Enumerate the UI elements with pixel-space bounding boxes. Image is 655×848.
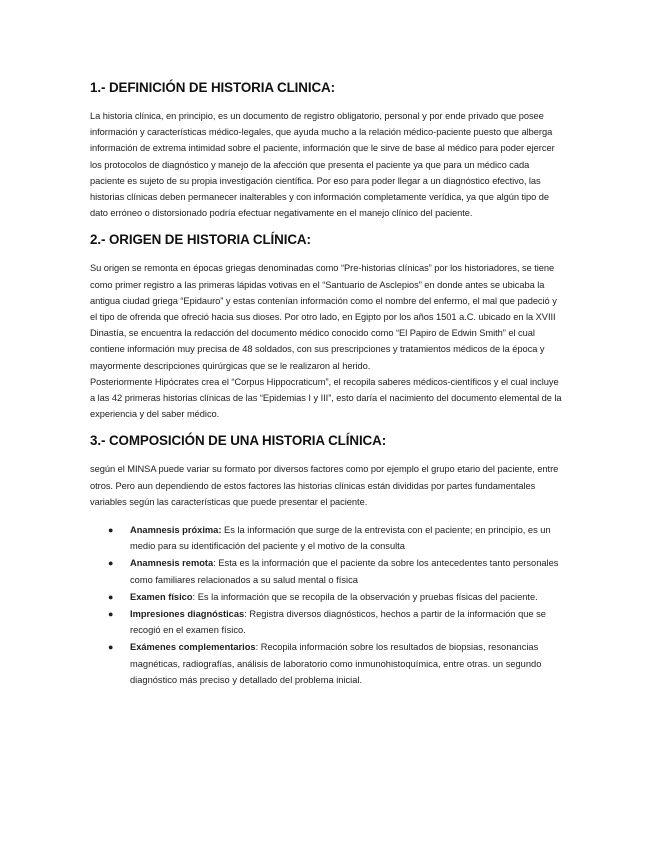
list-item xyxy=(108,555,565,587)
components-list xyxy=(90,522,565,688)
list-item-text: : Registra diversos diagnósticos, hechos a partir de la información que se recogió en el examen físico. xyxy=(130,609,546,636)
list-item-term: Exámenes complementarios xyxy=(130,642,256,653)
list-item-text: Es la información que surge de la entrevista con el paciente; en principio, es un medio para su identificación del paciente y el motivo de la consulta xyxy=(130,525,551,552)
bullet-icon: ● xyxy=(108,558,114,569)
section-1 xyxy=(90,78,565,98)
section-2-paragraph-2: Posteriormente Hipócrates crea el “Corpus Hippocraticum”, el recopila saberes médicos-científicos y el cual incluye a las 42 primeras historias clínicas de las “Epidemias I y III”, esto daría el nacimiento del documento elemental de la experiencia y del saber médico. xyxy=(90,376,562,420)
list-item xyxy=(108,606,565,638)
section-1-heading: 1.- DEFINICIÓN DE HISTORIA CLINICA: xyxy=(90,80,335,95)
section-2-paragraph-1: Su origen se remonta en épocas griegas denominadas como “Pre-historias clínicas” por los historiadores, se tiene como primer registro a las primeras lápidas votivas en el “Santuario de Asclepios” en donde antes se ubicaba la antigua ciudad griega “Epidauro” y estas contenían información como el nombre del enfermo, el mal que padeció y el tipo de ofrenda que ofreció hacia sus dioses. Por otro lado, en Egipto por los años 1501 a.C. ubicado en la XVIII Dinastía, se encuentra la redacción del documento médico conocido como “El Papiro de Edwin Smith” el cual contiene información muy precisa de 48 soldados, con sus prescripciones y tratamientos médicos de la época y mayormente descripciones quirúrgicas que se le realizaron al herido. xyxy=(90,263,557,371)
list-item-term: Examen físico xyxy=(130,591,193,602)
bullet-icon: ● xyxy=(108,642,114,653)
list-item-text: : Esta es la información que el paciente da sobre los antecedentes tanto personales como familiares relacionados a su salud mental o física xyxy=(130,558,559,585)
list-item xyxy=(108,589,565,605)
list-item-text: : Es la información que se recopila de la observación y pruebas físicas del paciente. xyxy=(192,591,538,602)
document-page xyxy=(90,62,565,689)
section-2 xyxy=(90,230,565,250)
section-3 xyxy=(90,431,565,451)
list-item-term: Impresiones diagnósticas xyxy=(130,609,245,620)
bullet-icon: ● xyxy=(108,591,114,602)
section-2-heading: 2.- ORIGEN DE HISTORIA CLÍNICA: xyxy=(90,232,311,248)
list-item-term: Anamnesis remota xyxy=(130,558,214,569)
list-item-term: Anamnesis próxima: xyxy=(130,525,222,536)
bullet-icon: ● xyxy=(108,525,114,536)
list-item-text: : Recopila información sobre los resultados de biopsias, resonancias magnéticas, radiografías, análisis de laboratorio como inmunohistoquímica, entre otras. un segundo diagnóstico más preciso y detallado del problema inicial. xyxy=(130,642,542,685)
section-3-paragraph: según el MINSA puede variar su formato por diversos factores como por ejemplo el grupo etario del paciente, entre otros. Pero aun dependiendo de estos factores las historias clínicas están divididas por partes fundamentales variables según las características que puede presentar el paciente. xyxy=(90,464,559,507)
bullet-icon: ● xyxy=(108,609,114,620)
section-3-heading: 3.- COMPOSICIÓN DE UNA HISTORIA CLÍNICA: xyxy=(90,433,387,449)
list-item xyxy=(108,639,565,688)
section-1-paragraph: La historia clínica, en principio, es un documento de registro obligatorio, personal y por ende privado que posee información y características médico-legales, que ayuda mucho a la relación médico-paciente puesto que alberga información de extrema intimidad sobre el paciente, información que le sirve de base al médico para poder ejercer los protocolos de diagnóstico y manejo de la afección que presenta el paciente ya que para un médico cada paciente es sujeto de su propia investigación científica. Por eso para poder llegar a un diagnóstico efectivo, las historias clínicas deben permanecer inalterables y con información completamente verídica, ya que algún tipo de dato erróneo o distorsionado podría efectuar negativamente en el manejo clínico del paciente. xyxy=(90,111,555,219)
list-item xyxy=(108,522,565,554)
